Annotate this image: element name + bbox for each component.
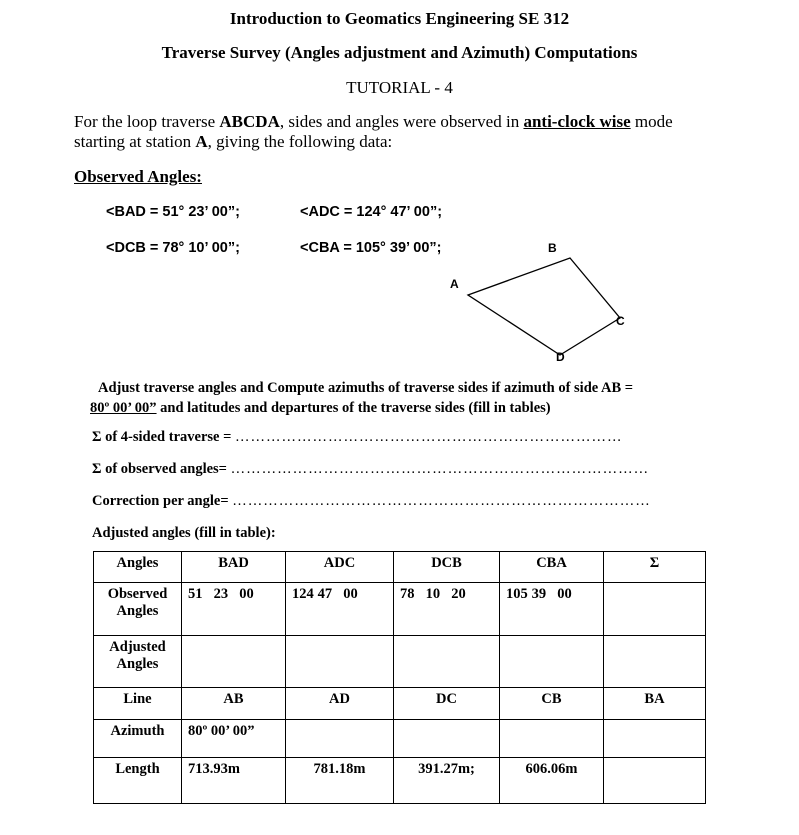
angles-table <box>93 551 706 804</box>
angle-bad: <BAD = 51° 23’ 00”; <box>106 204 240 220</box>
observation-mode: anti-clock wise <box>523 112 631 131</box>
observed-row <box>94 583 706 636</box>
intro-text-2: , sides and angles were observed in <box>279 112 524 131</box>
min: 10 <box>425 586 441 602</box>
station-a-label: A <box>450 277 459 291</box>
station-b-label: B <box>548 241 557 255</box>
deg: 105 <box>506 586 528 602</box>
sec: 20 <box>451 586 466 602</box>
azimuth-ad[interactable] <box>286 720 393 726</box>
line-row <box>94 688 706 720</box>
deg: 78 <box>400 586 415 602</box>
correction-line <box>92 493 651 510</box>
length-row <box>94 758 706 804</box>
adjusted-bad[interactable] <box>182 636 285 642</box>
length-ba[interactable] <box>604 758 705 764</box>
angle-adc: <ADC = 124° 47’ 00”; <box>300 204 443 220</box>
min: 47 <box>317 586 333 602</box>
adjusted-adc[interactable] <box>286 636 393 642</box>
sec: 00 <box>239 586 254 602</box>
azimuth-dc[interactable] <box>394 720 499 726</box>
length-label: Length <box>115 761 160 777</box>
angle-cba: <CBA = 105° 39’ 00”; <box>300 240 442 256</box>
col-adc: ADC <box>323 555 356 571</box>
azimuth-label: Azimuth <box>110 723 165 739</box>
intro-paragraph <box>74 112 714 152</box>
length-ab: 713.93m <box>188 761 240 777</box>
adjusted-sum[interactable] <box>604 636 705 642</box>
sum-sides-dots: ………………………………………………………………… <box>234 429 623 445</box>
observed-angles-heading: Observed Angles: <box>74 167 202 186</box>
sec: 00 <box>557 586 572 602</box>
adjusted-label: Adjusted Angles <box>109 639 166 672</box>
task-line-1: Adjust traverse angles and Compute azimuths of traverse sides if azimuth of side AB = <box>98 380 634 396</box>
line-ab: AB <box>223 691 244 707</box>
line-ba: BA <box>644 691 665 707</box>
sum-observed-line <box>92 461 649 478</box>
adjusted-row <box>94 636 706 688</box>
deg: 51 <box>188 586 203 602</box>
table-header-row <box>94 552 706 583</box>
traverse-name: ABCDA <box>219 112 280 131</box>
adjusted-angles-instruction: Adjusted angles (fill in table): <box>92 525 276 541</box>
line-label: Line <box>123 691 152 707</box>
observed-bad <box>182 583 285 606</box>
min: 39 <box>531 586 547 602</box>
task-instructions <box>90 378 718 418</box>
azimuth-ab: 80º 00’ 00” <box>188 723 255 739</box>
station-d-label: D <box>556 350 565 364</box>
azimuth-ba[interactable] <box>604 720 705 726</box>
observed-label: Observed Angles <box>107 586 168 619</box>
sum-sides-line <box>92 429 622 446</box>
length-cb: 606.06m <box>525 761 578 777</box>
line-cb: CB <box>541 691 562 707</box>
sum-sides-label: Σ of 4-sided traverse = <box>92 429 235 445</box>
station-c-label: C <box>616 314 625 328</box>
sum-observed-dots: ……………………………………………………………………… <box>230 461 650 477</box>
sum-observed-label: Σ of observed angles= <box>92 461 231 477</box>
document-subtitle: Traverse Survey (Angles adjustment and Azimuth) Computations <box>161 43 638 62</box>
col-cba: CBA <box>536 555 567 571</box>
min: 23 <box>213 586 229 602</box>
start-station: A <box>195 132 208 151</box>
observed-adc <box>286 583 393 606</box>
tutorial-label: TUTORIAL - 4 <box>346 78 453 97</box>
document-title: Introduction to Geomatics Engineering SE 312 <box>229 9 570 28</box>
observed-dcb <box>394 583 499 606</box>
line-dc: DC <box>436 691 457 707</box>
observed-sum[interactable] <box>604 583 705 589</box>
intro-text-3: mode starting at station <box>74 112 673 151</box>
deg: 124 <box>292 586 314 602</box>
adjusted-cba[interactable] <box>500 636 603 642</box>
intro-text-4: , giving the following data: <box>207 132 393 151</box>
correction-label: Correction per angle= <box>92 493 233 509</box>
task-line-2: and latitudes and departures of the traverse sides (fill in tables) <box>156 400 551 416</box>
length-ad: 781.18m <box>313 761 366 777</box>
angle-dcb: <DCB = 78° 10’ 00”; <box>106 240 240 256</box>
col-dcb: DCB <box>431 555 462 571</box>
adjusted-dcb[interactable] <box>394 636 499 642</box>
intro-text-1: For the loop traverse <box>74 112 220 131</box>
traverse-diagram <box>440 230 640 370</box>
azimuth-cb[interactable] <box>500 720 603 726</box>
line-ad: AD <box>329 691 350 707</box>
observed-cba <box>500 583 603 606</box>
col-bad: BAD <box>218 555 249 571</box>
traverse-polygon <box>468 258 620 355</box>
sec: 00 <box>343 586 358 602</box>
correction-dots: ……………………………………………………………………… <box>232 493 651 509</box>
length-dc: 391.27m; <box>418 761 475 777</box>
azimuth-row <box>94 720 706 758</box>
task-azimuth: 80º 00’ 00” <box>90 400 157 416</box>
col-sum: Σ <box>649 555 660 571</box>
angles-label: Angles <box>116 555 159 571</box>
